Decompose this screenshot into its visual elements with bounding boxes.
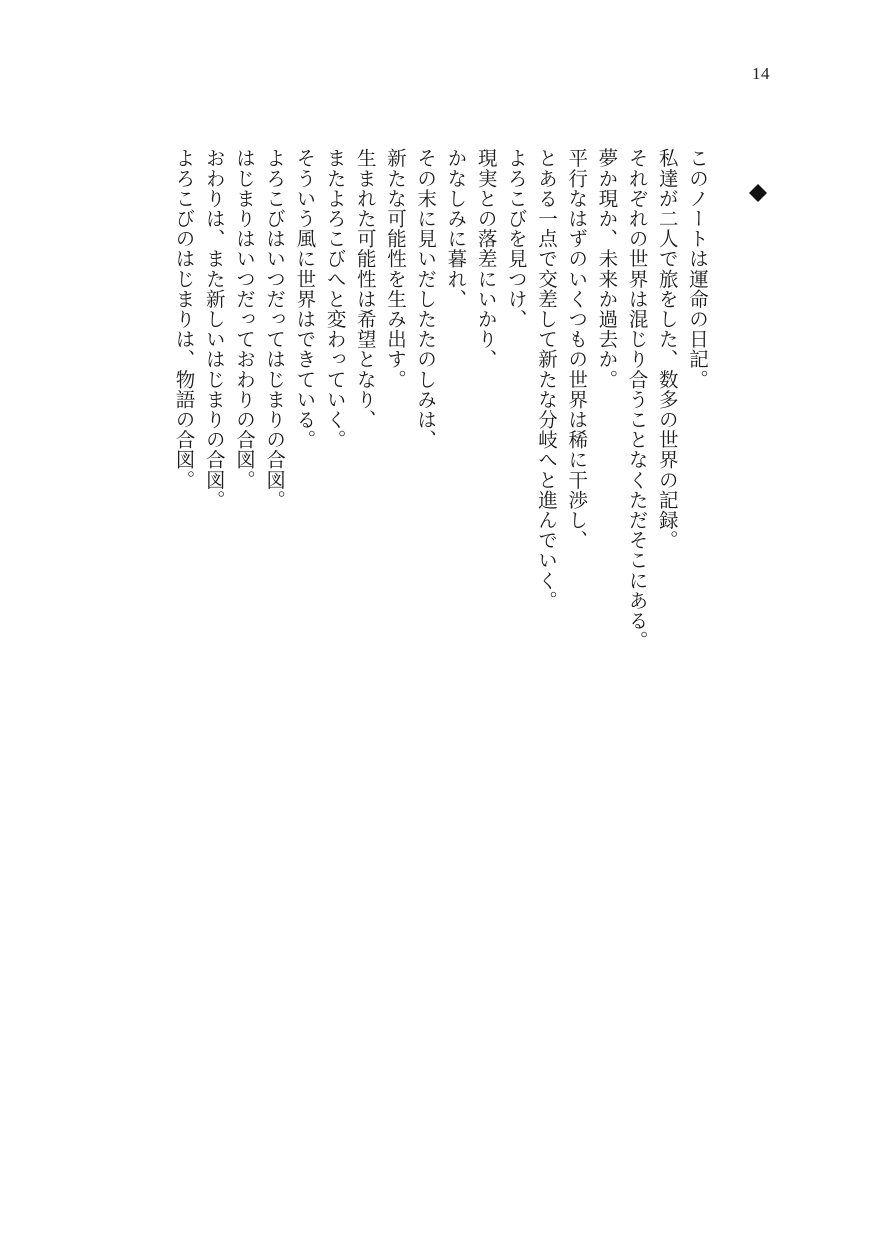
poem-body bbox=[168, 148, 712, 651]
poem-line-2: 私達が二人で旅をした、数多の世界の記録。 bbox=[655, 148, 679, 550]
poem-line-13: またよろこびへと変わっていく。 bbox=[323, 148, 347, 450]
poem-line-8: 現実との落差にいかり、 bbox=[474, 148, 498, 370]
poem-line-15: よろこびはいつだってはじまりの合図。 bbox=[263, 148, 287, 510]
poem-line-18: よろこびのはじまりは、物語の合図。 bbox=[172, 148, 196, 490]
poem-line-10: その末に見いだしたたのしみは、 bbox=[414, 148, 438, 450]
poem-line-6: とある一点で交差して新たな分岐へと進んでいく。 bbox=[534, 148, 558, 611]
poem-line-3: それぞれの世界は混じり合うことなくただそこにある。 bbox=[625, 148, 649, 651]
poem-line-11: 新たな可能性を生み出す。 bbox=[383, 148, 407, 390]
poem-line-12: 生まれた可能性は希望となり、 bbox=[353, 148, 377, 430]
black-diamond-icon bbox=[748, 183, 768, 203]
poem-line-9: かなしみに暮れ、 bbox=[444, 148, 468, 309]
poem-line-5: 平行なはずのいくつもの世界は稀に干渉し、 bbox=[565, 148, 589, 550]
poem-line-4: 夢か現か、未来か過去か。 bbox=[595, 148, 619, 390]
poem-line-14: そういう風に世界はできている。 bbox=[293, 148, 317, 450]
poem-line-7: よろこびを見つけ、 bbox=[504, 148, 528, 329]
poem-line-16: はじまりはいつだっておわりの合図。 bbox=[232, 148, 256, 490]
page-number: 14 bbox=[752, 64, 770, 83]
poem-line-1: このノートは運命の日記。 bbox=[686, 148, 709, 390]
poem-line-17: おわりは、また新しいはじまりの合図。 bbox=[202, 148, 226, 510]
